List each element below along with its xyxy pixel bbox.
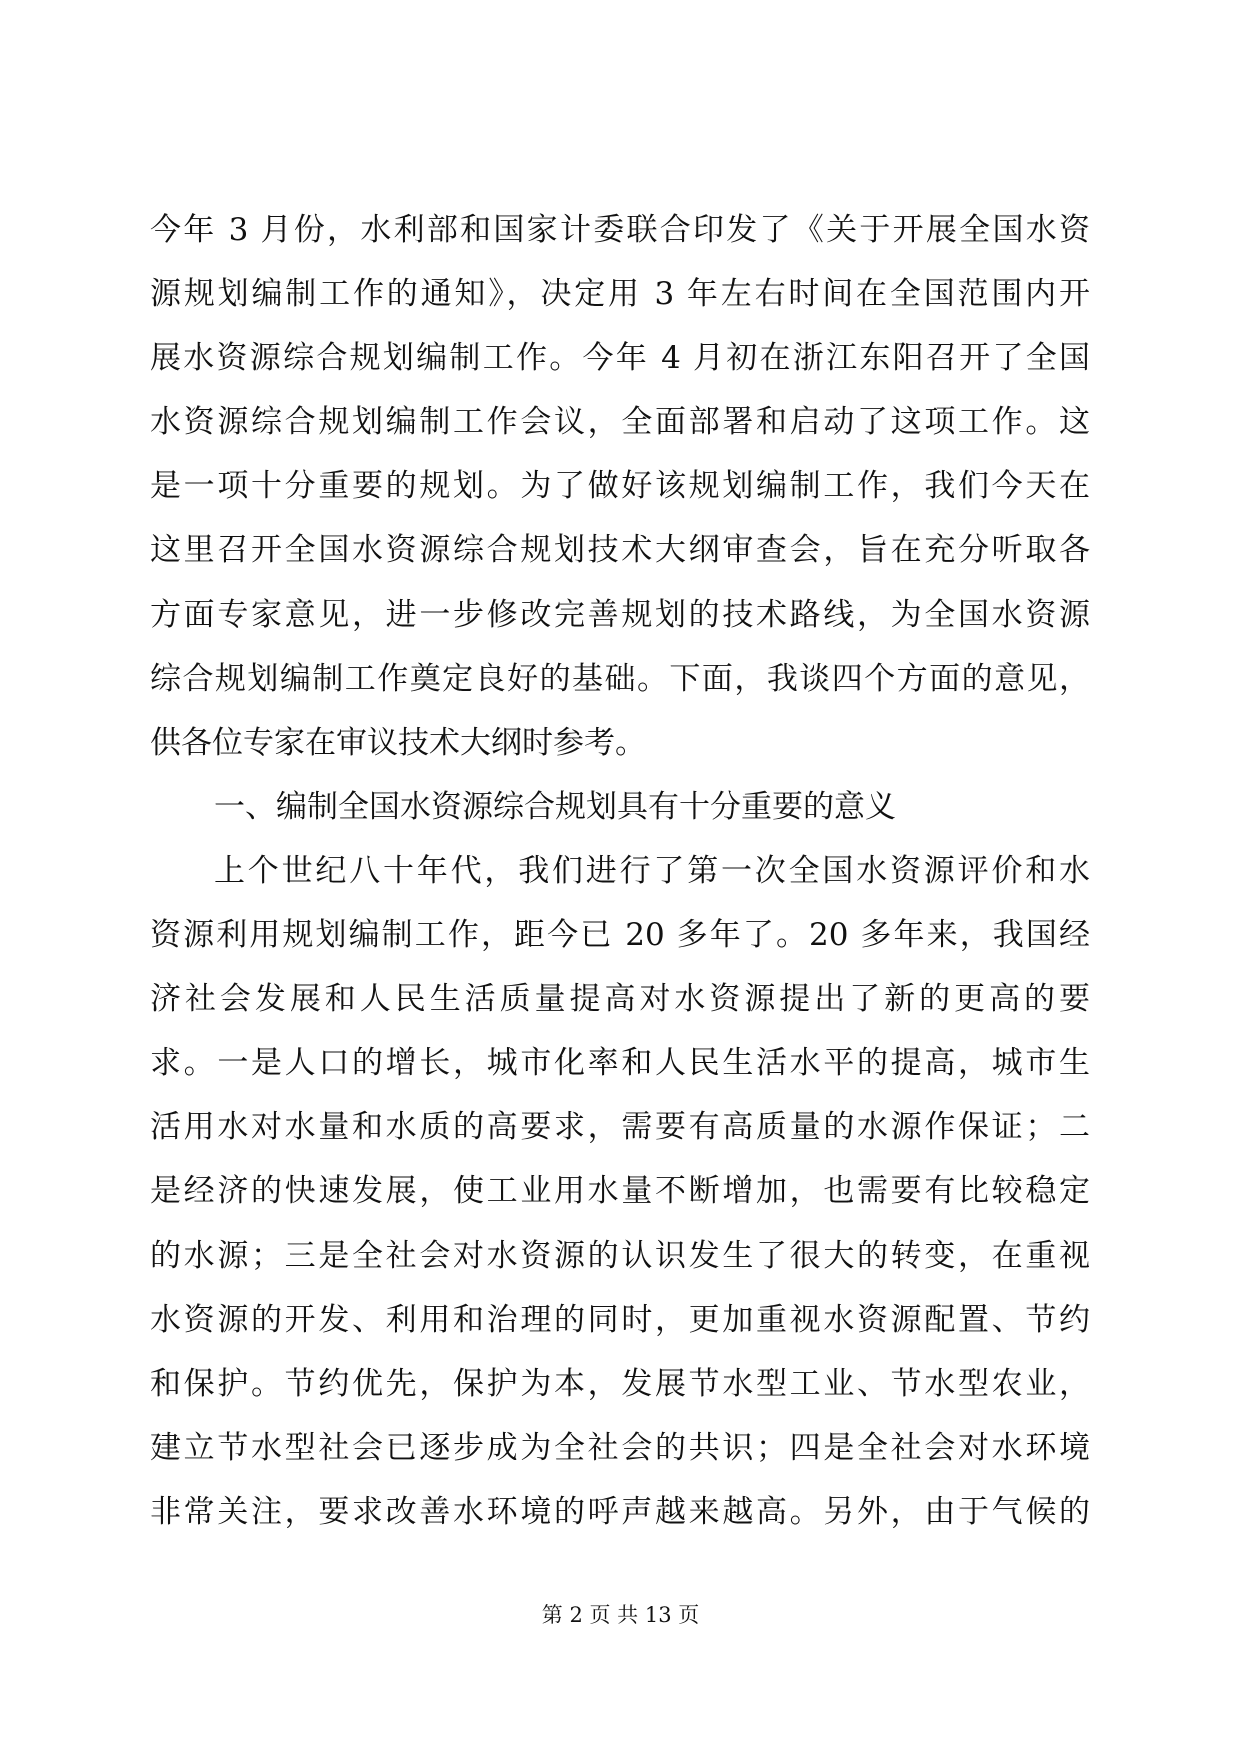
document-body	[150, 198, 1090, 1544]
text-line: 展水资源综合规划编制工作。今年 4 月初在浙江东阳召开了全国	[150, 340, 1090, 377]
text-line: 和保护。节约优先，保护为本，发展节水型工业、节水型农业，	[150, 1365, 1090, 1402]
section-heading: 一、编制全国水资源综合规划具有十分重要的意义	[214, 788, 896, 825]
text-line: 是一项十分重要的规划。为了做好该规划编制工作，我们今天在	[150, 468, 1090, 505]
text-line: 的水源；三是全社会对水资源的认识发生了很大的转变，在重视	[150, 1237, 1090, 1274]
text-line: 济社会发展和人民生活质量提高对水资源提出了新的更高的要	[150, 981, 1090, 1018]
text-line: 上个世纪八十年代，我们进行了第一次全国水资源评价和水	[214, 852, 1090, 889]
text-line: 资源利用规划编制工作，距今已 20 多年了。20 多年来，我国经	[150, 917, 1090, 954]
text-line: 建立节水型社会已逐步成为全社会的共识；四是全社会对水环境	[150, 1429, 1090, 1466]
text-line: 水资源的开发、利用和治理的同时，更加重视水资源配置、节约	[150, 1301, 1090, 1338]
text-line: 非常关注，要求改善水环境的呼声越来越高。另外，由于气候的	[150, 1493, 1090, 1530]
text-line: 求。一是人口的增长，城市化率和人民生活水平的提高，城市生	[150, 1045, 1090, 1082]
page-number-footer: 第 2 页 共 13 页	[541, 1603, 700, 1627]
text-line: 活用水对水量和水质的高要求，需要有高质量的水源作保证；二	[150, 1109, 1090, 1146]
text-line: 综合规划编制工作奠定良好的基础。下面，我谈四个方面的意见，	[150, 660, 1090, 697]
text-line: 今年 3 月份，水利部和国家计委联合印发了《关于开展全国水资	[150, 212, 1090, 248]
text-line: 这里召开全国水资源综合规划技术大纲审查会，旨在充分听取各	[150, 532, 1090, 569]
text-line: 是经济的快速发展，使工业用水量不断增加，也需要有比较稳定	[150, 1173, 1090, 1210]
text-line: 供各位专家在审议技术大纲时参考。	[150, 724, 646, 761]
text-line: 源规划编制工作的通知》，决定用 3 年左右时间在全国范围内开	[150, 276, 1090, 313]
text-line: 方面专家意见，进一步修改完善规划的技术路线，为全国水资源	[150, 596, 1090, 633]
text-line: 水资源综合规划编制工作会议，全面部署和启动了这项工作。这	[150, 404, 1090, 441]
